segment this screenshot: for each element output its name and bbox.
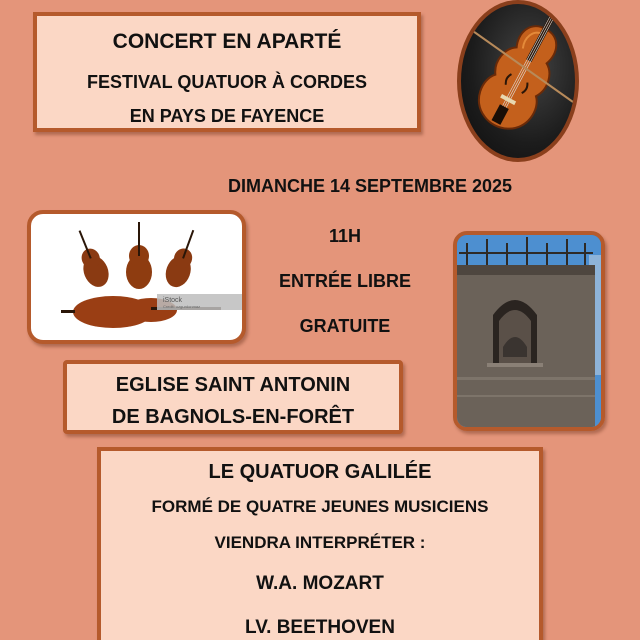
violin-photo (457, 0, 579, 162)
composer-beethoven: LV. BEETHOVEN (245, 617, 395, 638)
header-festival: FESTIVAL QUATUOR À CORDES (86, 72, 367, 92)
ensemble-name: LE QUATUOR GALILÉE (208, 461, 432, 483)
header-region: EN PAYS DE FAYENCE (129, 106, 325, 126)
violin-right-icon (162, 226, 205, 291)
string-instruments-photo (27, 210, 246, 344)
event-entry: ENTRÉE LIBRE (278, 271, 411, 291)
header-title: CONCERT EN APARTÉ (112, 30, 342, 53)
violin-left-icon (68, 226, 113, 291)
instruments-illustration (31, 214, 242, 340)
watermark-credit: Credit: ozgurdonmaz (163, 304, 201, 309)
event-price: GRATUITE (299, 316, 391, 336)
violin-illustration (461, 4, 575, 158)
venue-box (63, 360, 403, 434)
venue-name: EGLISE SAINT ANTONIN (115, 374, 351, 396)
venue-town: DE BAGNOLS-EN-FORÊT (111, 406, 355, 428)
program-box (97, 447, 543, 640)
event-date: DIMANCHE 14 SEPTEMBRE 2025 (227, 176, 513, 196)
church-illustration (457, 235, 601, 427)
program-intro: VIENDRA INTERPRÉTER : (214, 533, 426, 552)
watermark-text: iStock (163, 297, 183, 304)
event-time: 11H (328, 226, 362, 246)
viola-center-icon (126, 222, 152, 289)
header-box (33, 12, 421, 132)
composer-mozart: W.A. MOZART (256, 573, 384, 594)
church-tower-photo (453, 231, 605, 431)
ensemble-description: FORMÉ DE QUATRE JEUNES MUSICIENS (151, 497, 489, 516)
